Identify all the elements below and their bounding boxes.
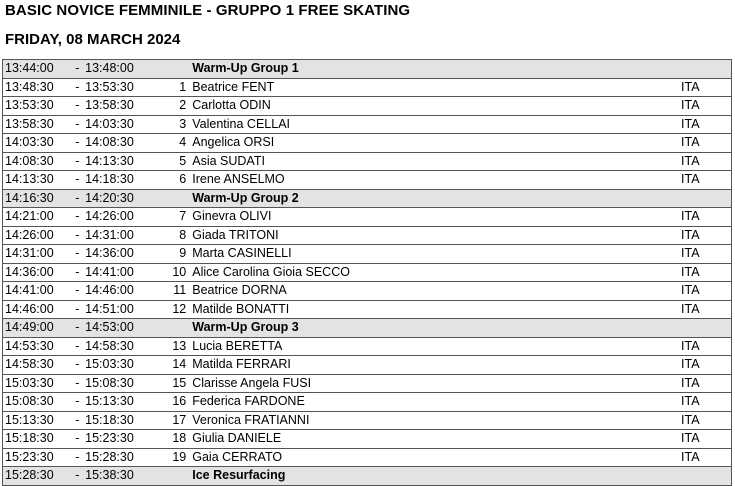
start-time: 14:03:30 xyxy=(3,134,70,153)
skater-name: Matilde BONATTI xyxy=(192,300,681,319)
skater-name: Matilda FERRARI xyxy=(192,356,681,375)
nation: ITA xyxy=(681,448,731,467)
nation: ITA xyxy=(681,393,731,412)
skater-row xyxy=(3,245,732,264)
nation: ITA xyxy=(681,245,731,264)
skater-row xyxy=(3,448,732,467)
end-time: 15:38:30 xyxy=(85,467,158,486)
start-time: 15:23:30 xyxy=(3,448,70,467)
skater-name: Giulia DANIELE xyxy=(192,430,681,449)
time-separator: - xyxy=(70,374,86,393)
start-number xyxy=(158,319,192,338)
skater-name: Angelica ORSI xyxy=(192,134,681,153)
skater-row xyxy=(3,208,732,227)
nation: ITA xyxy=(681,282,731,301)
time-separator: - xyxy=(70,337,86,356)
start-number: 16 xyxy=(158,393,192,412)
document-title: BASIC NOVICE FEMMINILE - GRUPPO 1 FREE SKATING xyxy=(5,2,411,19)
skater-row xyxy=(3,282,732,301)
start-time: 14:21:00 xyxy=(3,208,70,227)
start-number: 5 xyxy=(158,152,192,171)
nation: ITA xyxy=(681,411,731,430)
nation: ITA xyxy=(681,226,731,245)
start-number: 3 xyxy=(158,115,192,134)
time-separator: - xyxy=(70,356,86,375)
start-number: 9 xyxy=(158,245,192,264)
end-time: 13:53:30 xyxy=(85,78,158,97)
end-time: 14:36:00 xyxy=(85,245,158,264)
group-label: Warm-Up Group 1 xyxy=(192,60,681,79)
start-time: 13:58:30 xyxy=(3,115,70,134)
end-time: 14:51:00 xyxy=(85,300,158,319)
schedule-table xyxy=(2,59,732,486)
start-number: 2 xyxy=(158,97,192,116)
nation: ITA xyxy=(681,356,731,375)
skater-name: Marta CASINELLI xyxy=(192,245,681,264)
time-separator: - xyxy=(70,152,86,171)
time-separator: - xyxy=(70,226,86,245)
time-separator: - xyxy=(70,282,86,301)
time-separator: - xyxy=(70,97,86,116)
time-separator: - xyxy=(70,115,86,134)
skater-name: Asia SUDATI xyxy=(192,152,681,171)
group-row xyxy=(3,189,732,208)
nation: ITA xyxy=(681,115,731,134)
time-separator: - xyxy=(70,134,86,153)
end-time: 14:20:30 xyxy=(85,189,158,208)
skater-name: Giada TRITONI xyxy=(192,226,681,245)
nation xyxy=(681,60,731,79)
start-number: 12 xyxy=(158,300,192,319)
start-time: 14:53:30 xyxy=(3,337,70,356)
start-time: 14:08:30 xyxy=(3,152,70,171)
skater-name: Beatrice FENT xyxy=(192,78,681,97)
event-date: FRIDAY, 08 MARCH 2024 xyxy=(5,31,181,48)
time-separator: - xyxy=(70,319,86,338)
schedule-body xyxy=(3,60,732,486)
nation: ITA xyxy=(681,263,731,282)
end-time: 14:53:00 xyxy=(85,319,158,338)
end-time: 14:18:30 xyxy=(85,171,158,190)
time-separator: - xyxy=(70,263,86,282)
skater-row xyxy=(3,226,732,245)
start-time: 14:26:00 xyxy=(3,226,70,245)
start-time: 14:36:00 xyxy=(3,263,70,282)
skater-row xyxy=(3,78,732,97)
start-time: 14:58:30 xyxy=(3,356,70,375)
start-number: 13 xyxy=(158,337,192,356)
start-time: 14:16:30 xyxy=(3,189,70,208)
skater-name: Beatrice DORNA xyxy=(192,282,681,301)
start-number: 1 xyxy=(158,78,192,97)
skater-name: Clarisse Angela FUSI xyxy=(192,374,681,393)
time-separator: - xyxy=(70,411,86,430)
nation: ITA xyxy=(681,374,731,393)
skater-row xyxy=(3,263,732,282)
start-time: 14:41:00 xyxy=(3,282,70,301)
end-time: 15:18:30 xyxy=(85,411,158,430)
time-separator: - xyxy=(70,430,86,449)
end-time: 15:28:30 xyxy=(85,448,158,467)
nation: ITA xyxy=(681,134,731,153)
start-number: 19 xyxy=(158,448,192,467)
end-time: 14:26:00 xyxy=(85,208,158,227)
group-label: Warm-Up Group 3 xyxy=(192,319,681,338)
nation: ITA xyxy=(681,152,731,171)
start-number: 10 xyxy=(158,263,192,282)
time-separator: - xyxy=(70,393,86,412)
end-time: 13:58:30 xyxy=(85,97,158,116)
nation: ITA xyxy=(681,78,731,97)
skater-name: Veronica FRATIANNI xyxy=(192,411,681,430)
group-label: Warm-Up Group 2 xyxy=(192,189,681,208)
skater-name: Carlotta ODIN xyxy=(192,97,681,116)
start-number: 15 xyxy=(158,374,192,393)
skater-row xyxy=(3,356,732,375)
end-time: 15:08:30 xyxy=(85,374,158,393)
start-number: 4 xyxy=(158,134,192,153)
start-time: 13:53:30 xyxy=(3,97,70,116)
end-time: 14:41:00 xyxy=(85,263,158,282)
end-time: 13:48:00 xyxy=(85,60,158,79)
skater-name: Valentina CELLAI xyxy=(192,115,681,134)
time-separator: - xyxy=(70,189,86,208)
nation xyxy=(681,467,731,486)
end-time: 14:46:00 xyxy=(85,282,158,301)
start-time: 15:13:30 xyxy=(3,411,70,430)
skater-row xyxy=(3,134,732,153)
start-time: 13:44:00 xyxy=(3,60,70,79)
skater-name: Ginevra OLIVI xyxy=(192,208,681,227)
nation: ITA xyxy=(681,97,731,116)
skater-row xyxy=(3,300,732,319)
start-number: 8 xyxy=(158,226,192,245)
end-time: 15:13:30 xyxy=(85,393,158,412)
time-separator: - xyxy=(70,467,86,486)
group-label: Ice Resurfacing xyxy=(192,467,681,486)
start-number: 11 xyxy=(158,282,192,301)
skater-name: Federica FARDONE xyxy=(192,393,681,412)
nation: ITA xyxy=(681,430,731,449)
start-number xyxy=(158,189,192,208)
start-number: 6 xyxy=(158,171,192,190)
skater-row xyxy=(3,430,732,449)
nation: ITA xyxy=(681,337,731,356)
time-separator: - xyxy=(70,208,86,227)
time-separator: - xyxy=(70,60,86,79)
start-number xyxy=(158,467,192,486)
skater-row xyxy=(3,115,732,134)
time-separator: - xyxy=(70,448,86,467)
skater-name: Lucia BERETTA xyxy=(192,337,681,356)
start-time: 14:13:30 xyxy=(3,171,70,190)
skater-row xyxy=(3,393,732,412)
start-number: 17 xyxy=(158,411,192,430)
group-row xyxy=(3,60,732,79)
skater-row xyxy=(3,411,732,430)
skater-row xyxy=(3,337,732,356)
end-time: 15:23:30 xyxy=(85,430,158,449)
skater-row xyxy=(3,374,732,393)
start-number xyxy=(158,60,192,79)
start-number: 18 xyxy=(158,430,192,449)
group-row xyxy=(3,467,732,486)
start-time: 14:46:00 xyxy=(3,300,70,319)
skater-name: Alice Carolina Gioia SECCO xyxy=(192,263,681,282)
start-time: 15:08:30 xyxy=(3,393,70,412)
start-time: 15:18:30 xyxy=(3,430,70,449)
end-time: 14:13:30 xyxy=(85,152,158,171)
start-time: 14:49:00 xyxy=(3,319,70,338)
time-separator: - xyxy=(70,245,86,264)
start-number: 14 xyxy=(158,356,192,375)
group-row xyxy=(3,319,732,338)
start-time: 14:31:00 xyxy=(3,245,70,264)
start-time: 15:03:30 xyxy=(3,374,70,393)
nation: ITA xyxy=(681,208,731,227)
skater-row xyxy=(3,97,732,116)
end-time: 14:31:00 xyxy=(85,226,158,245)
start-time: 15:28:30 xyxy=(3,467,70,486)
skater-row xyxy=(3,152,732,171)
nation xyxy=(681,189,731,208)
skater-name: Gaia CERRATO xyxy=(192,448,681,467)
time-separator: - xyxy=(70,300,86,319)
nation: ITA xyxy=(681,300,731,319)
end-time: 15:03:30 xyxy=(85,356,158,375)
end-time: 14:08:30 xyxy=(85,134,158,153)
time-separator: - xyxy=(70,171,86,190)
time-separator: - xyxy=(70,78,86,97)
skater-row xyxy=(3,171,732,190)
nation xyxy=(681,319,731,338)
start-time: 13:48:30 xyxy=(3,78,70,97)
start-number: 7 xyxy=(158,208,192,227)
nation: ITA xyxy=(681,171,731,190)
end-time: 14:03:30 xyxy=(85,115,158,134)
skater-name: Irene ANSELMO xyxy=(192,171,681,190)
end-time: 14:58:30 xyxy=(85,337,158,356)
